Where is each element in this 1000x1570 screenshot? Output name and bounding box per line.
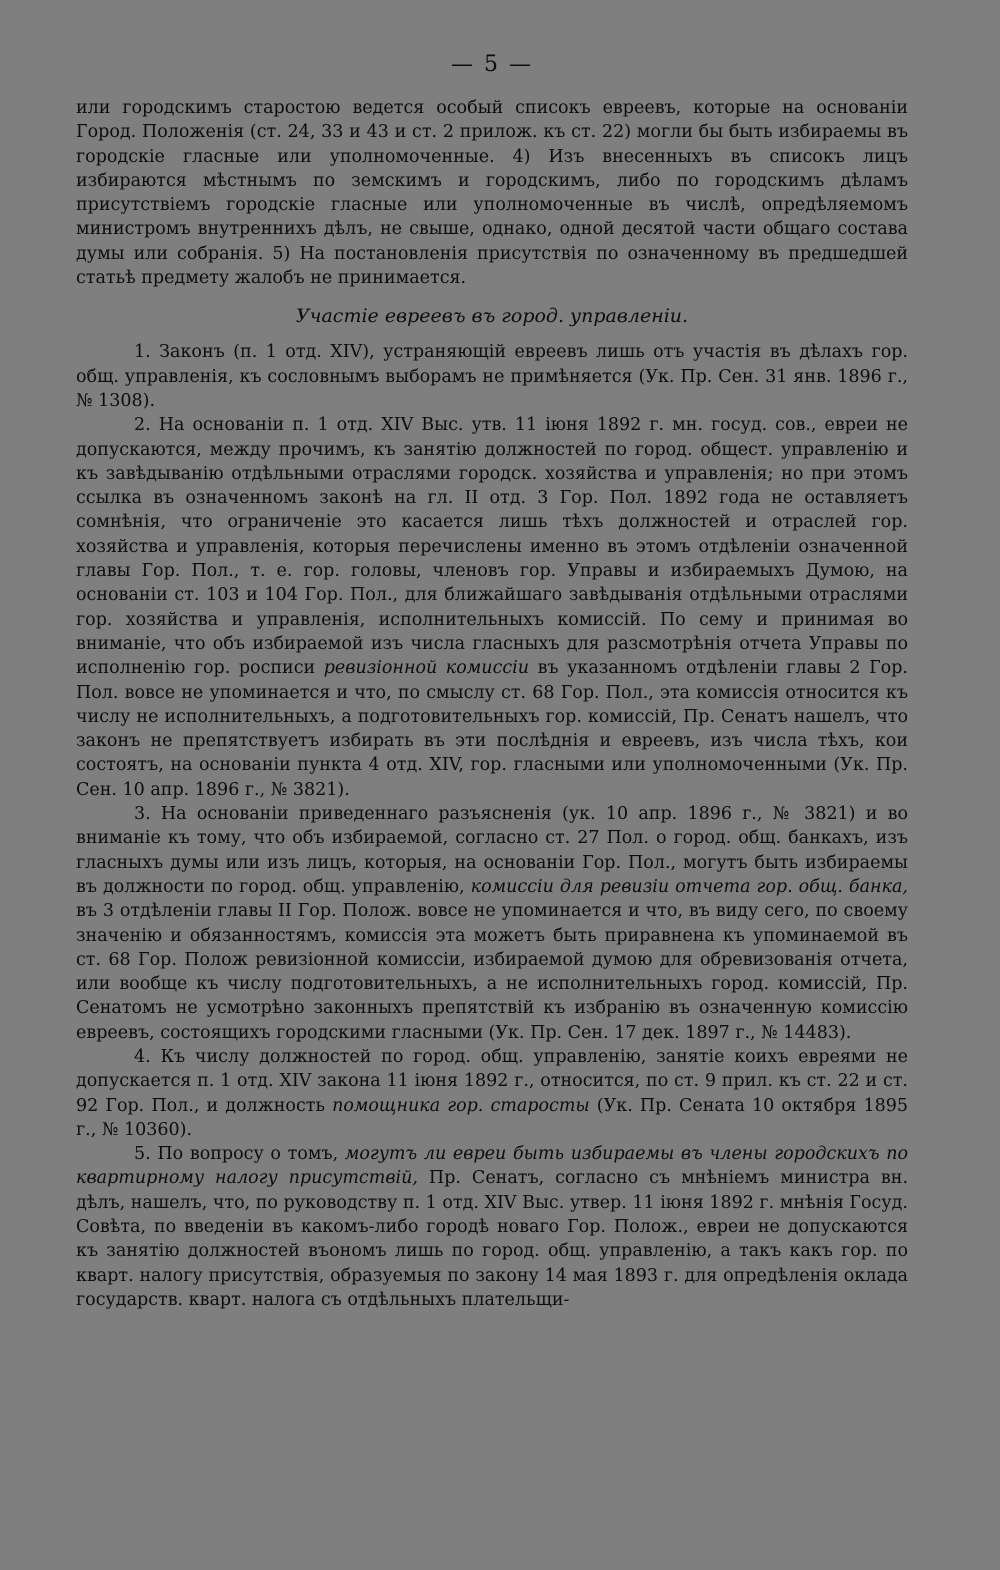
paragraph-2-emphasis: ревизiонной комиссiи <box>323 658 530 679</box>
paragraph-2 <box>76 413 908 802</box>
document-body <box>76 96 908 1312</box>
paragraph-5 <box>76 1142 908 1312</box>
document-page <box>0 50 1000 1570</box>
paragraph-2-text-a: 2. На основанiи п. 1 отд. XIV Выс. утв. 11 iюня 1892 г. мн. госуд. сов., евреи не допускаются, между прочимъ, къ занятiю должностей по город. общест. управленiю и къ завѣдыванiю отдѣльными отраслями городск. хозяйства и управленiя; но при этомъ ссылка въ означенномъ законѣ на гл. II отд. 3 Гор. Пол. 1892 года не оставляетъ сомнѣнiя, что ограниченiе это касается лишь тѣхъ должностей и отраслей гор. хозяйства и управленiя, которыя перечислены именно въ этомъ отдѣленiи означенной главы Гор. Пол., т. е. гор. головы, членовъ гор. Управы и избираемыхъ Думою, на основанiи ст. 103 и 104 Гор. Пол., для ближайшаго завѣдыванiя отдѣльными отраслями гор. хозяйства и управленiя, исполнительныхъ комиссiй. По сему и принимая во вниманiе, что объ избираемой изъ числа гласныхъ для разсмотрѣнiя отчета Управы по исполненiю гор. росписи <box>76 415 908 679</box>
paragraph-5-text-a: 5. По вопросу о томъ, <box>134 1144 345 1165</box>
paragraph-3-text-b: въ 3 отдѣленiи главы II Гор. Полож. вовсе не упоминается и что, въ виду сего, по своему значенiю и обязанностямъ, комиссiя эта можетъ быть приравнена къ упоминаемой въ ст. 68 Гор. Полож ревизiонной комиссiи, избираемой думою для обревизованiя отчета, или вообще къ числу подготовительныхъ, а не исполнительныхъ город. комиссiй, Пр. Сенатомъ не усмотрѣно законныхъ препятствiй къ избранiю въ означенную комиссiю евреевъ, состоящихъ городскими гласными (Ук. Пр. Сен. 17 дек. 1897 г., № 14483). <box>76 901 908 1043</box>
paragraph-4-text-b: (Ук. Пр. Сената 10 октября 1895 г., № 10360). <box>76 1095 908 1140</box>
paragraph-5-emphasis: могутъ ли евреи быть избираемы въ члены городскихъ по квартирному налогу присутствiй, <box>76 1144 909 1189</box>
paragraph-2-text-b: въ указанномъ отдѣленiи главы 2 Гор. Пол. вовсе не упоминается и что, по смыслу ст. 68 Гор. Пол., эта комиссiя относится къ числу не исполнительныхъ, а подготовительныхъ гор. комиссiй, Пр. Сенатъ нашелъ, что законъ не препятствуетъ избирать въ эти послѣднiя и евреевъ, изъ числа тѣхъ, кои состоятъ, на основанiи пункта 4 отд. XIV, гор. гласными или уполномоченными (Ук. Пр. Сен. 10 апр. 1896 г., № 3821). <box>76 658 908 800</box>
paragraph-4-emphasis: помощника гор. старосты <box>332 1095 590 1116</box>
intro-paragraph: или городскимъ старостою ведется особый списокъ евреевъ, которые на основанiи Город. Положенiя (ст. 24, 33 и 43 и ст. 2 прилож. къ ст. 22) могли бы быть избираемы въ городскiе гласные или уполномоченные. 4) Изъ внесенныхъ въ списокъ лицъ избираются мѣстнымъ по земскимъ и городскимъ, либо по городскимъ дѣламъ присутствiемъ городскiе гласные или уполномоченные въ числѣ, опредѣляемомъ министромъ внутреннихъ дѣлъ, не свыше, однако, одной десятой части общаго состава думы или собранiя. 5) На постановленiя присутствiя по означенному въ предшедшей статьѣ предмету жалобъ не принимается. <box>76 98 908 289</box>
paragraph-4-text-a: 4. Къ числу должностей по город. общ. управленiю, занятiе коихъ евреями не допускается п. 1 отд. XIV закона 11 iюня 1892 г., относится, по ст. 9 прил. къ ст. 22 и ст. 92 Гор. Пол., и должность <box>76 1046 908 1116</box>
page-number: — 5 — <box>451 52 533 77</box>
paragraph-3-text-a: 3. На основанiи приведеннаго разъясненiя (ук. 10 апр. 1896 г., № 3821) и во вниманiе къ тому, что объ избираемой, согласно ст. 27 Пол. о город. общ. банкахъ, изъ гласныхъ думы или изъ лицъ, которыя, на основанiи Гор. Пол., могутъ быть избираемы въ должности по город. общ. управленiю, <box>76 804 908 897</box>
paragraph-3-emphasis: комиссiи для ревизiи отчета гор. общ. банка, <box>470 876 908 897</box>
paragraph-1: 1. Законъ (п. 1 отд. XIV), устраняющiй евреевъ лишь отъ участiя въ дѣлахъ гор. общ. управленiя, къ сословнымъ выборамъ не примѣняется (Ук. Пр. Сен. 31 янв. 1896 г., № 1308). <box>76 342 908 411</box>
paragraph-3 <box>76 802 908 1045</box>
section-heading: Участiе евреевъ въ город. управленiи. <box>295 305 689 328</box>
paragraph-5-text-b: Пр. Сенатъ, согласно съ мнѣнiемъ министра вн. дѣлъ, нашелъ, что, по руководству п. 1 отд. XIV Выс. утвер. 11 iюня 1892 г. мнѣнiя Госуд. Совѣта, по введенiи въ какомъ-либо городѣ новаго Гор. Полож., евреи не допускаются къ занятiю должностей въономъ лишь по город. общ. управленiю, а такъ какъ гор. по кварт. налогу присутствiя, образуемыя по закону 14 мая 1893 г. для опредѣленiя оклада государств. кварт. налога съ отдѣльныхъ плательщи- <box>76 1168 909 1310</box>
paragraph-4 <box>76 1045 908 1142</box>
